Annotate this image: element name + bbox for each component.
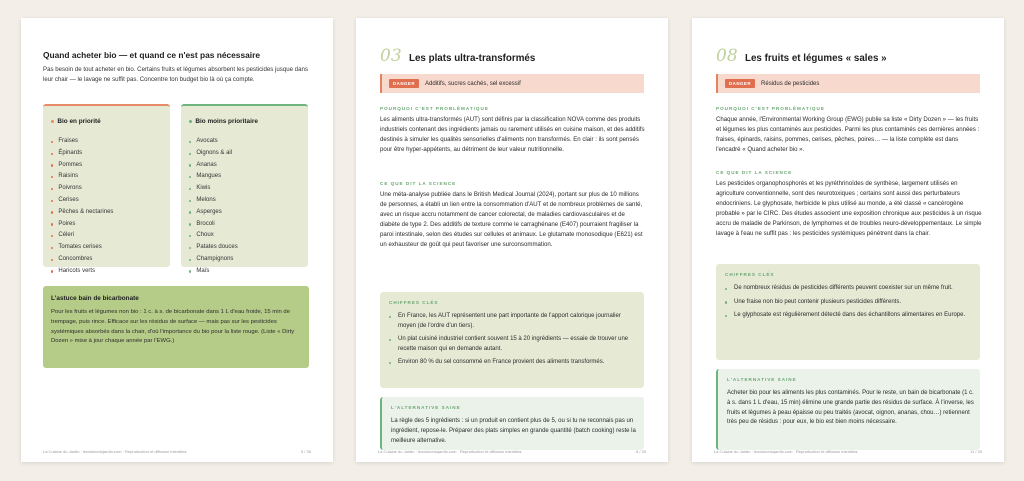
list-item-text: Pommes (58, 161, 83, 168)
list-item-text: Asperges (196, 208, 222, 215)
list-item-text: Fraises (58, 138, 79, 144)
why-label: POURQUOI C'EST PROBLÉMATIQUE (716, 106, 825, 111)
list-item-text: Le glyphosate est régulièrement détecté dans des échantillons alimentaires en Europe. (734, 312, 966, 319)
bullet-icon (51, 270, 53, 272)
alternative-text: La règle des 5 ingrédients : si un produit en contient plus de 5, ou si tu ne reconnais pas un ingrédient, repose-le. Préparer des plats simples en grande quantité (batch cooking) reste la meilleure alternative. (391, 418, 636, 444)
why-text: Chaque année, l'Environmental Working Group (EWG) publie sa liste « Dirty Dozen » — les fruits et légumes les plus contaminés aux pesticides. Parmi les plus contaminés ces dernières années : fraises, épinards, raisins, pommes, cerises, pêches, poires… — la liste complète est dans l'encadré « Quand acheter bio ». (716, 116, 980, 153)
danger-badge: DANGER (725, 79, 755, 88)
list-item (51, 242, 113, 254)
list-item-text: Épinards (58, 149, 83, 156)
bullet-icon (51, 200, 53, 202)
list-item (189, 266, 238, 278)
healthy-alternative-box (380, 397, 644, 450)
less-priority-bio-heading-text: Bio moins prioritaire (195, 118, 258, 125)
list-item-text: En France, les AUT représentent une part importante de l'apport calorique journalier moyen (de l'ordre d'un tiers). (398, 313, 621, 329)
list-item (389, 335, 635, 354)
list-item (189, 230, 238, 242)
priority-bio-heading-text: Bio en priorité (57, 118, 101, 125)
list-item-text: Melons (196, 196, 216, 203)
list-item (189, 148, 238, 160)
list-item (189, 195, 238, 207)
list-item-text: Champignons (196, 255, 234, 262)
bullet-icon (725, 288, 727, 290)
list-item (51, 266, 113, 278)
bullet-icon (51, 211, 53, 213)
list-item-text: Avocats (196, 138, 218, 144)
list-item-text: Pêches & nectarines (58, 208, 114, 215)
science-label: CE QUE DIT LA SCIENCE (380, 181, 457, 186)
list-item (51, 136, 113, 148)
list-item (389, 358, 635, 368)
bullet-icon (51, 164, 53, 166)
bullet-icon (51, 235, 53, 237)
footer-credit: La Cuisine du Jardin · lecuisinedujardin.com · Reproduction et diffusion interdites (43, 449, 187, 454)
list-item (189, 183, 238, 195)
bullet-icon (189, 270, 191, 272)
list-item-text: Mangues (196, 173, 222, 180)
bullet-icon (189, 176, 191, 178)
healthy-alternative-box (716, 369, 980, 450)
bullet-icon (725, 315, 727, 317)
list-item (51, 207, 113, 219)
green-dot-icon (189, 120, 192, 123)
list-item (189, 171, 238, 183)
bullet-icon (189, 259, 191, 261)
red-dot-icon (51, 120, 54, 123)
why-label: POURQUOI C'EST PROBLÉMATIQUE (380, 106, 489, 111)
bullet-icon (51, 188, 53, 190)
bullet-icon (189, 200, 191, 202)
bullet-icon (51, 141, 53, 143)
bicarbonate-tip-box (43, 286, 309, 368)
science-label: CE QUE DIT LA SCIENCE (716, 170, 793, 175)
list-item-text: Un plat cuisiné industriel contient souvent 15 à 20 ingrédients — essaie de trouver une recette maison qui en demande autant. (398, 336, 629, 352)
list-item (389, 312, 635, 331)
tip-title: L'astuce bain de bicarbonate (51, 295, 139, 302)
priority-bio-list (51, 136, 113, 278)
less-priority-bio-panel (181, 104, 308, 274)
why-text: Les aliments ultra-transformés (AUT) sont définis par la classification NOVA comme des produits industriels contenant des ingrédients jamais ou rarement utilisés en cuisine maison, et des additifs destinés à simuler les qualités sensorielles d'aliments non transformés. En clair : ils sont pensés pour être hyper-appétents, au détriment de leur valeur nutritionnelle. (380, 116, 645, 153)
priority-bio-heading (51, 118, 101, 125)
danger-bar (716, 74, 980, 93)
key-figures-box (716, 264, 980, 360)
section-number: 03 (380, 46, 402, 66)
bullet-icon (389, 316, 391, 318)
less-priority-bio-list (189, 136, 238, 278)
bullet-icon (51, 247, 53, 249)
science-text: Une méta-analyse publiée dans le British Medical Journal (2024), portant sur plus de 10 millions de personnes, a établi un lien entre la consommation d'AUT et de nombreux problèmes de santé, avec un risque accru notamment de cancer colorectal, de maladies cardiovasculaires et de diabète de type 2. Des additifs de texture comme le carraghénane (E407) pourraient fragiliser la paroi intestinale, selon des études sur cellules et animaux. Le glutamate monosodique (E621) est un exhausteur de goût qui peut favoriser une surconsommation. (380, 191, 643, 248)
alternative-label: L'ALTERNATIVE SAINE (391, 405, 461, 410)
footer-credit: La Cuisine du Jardin · lecuisinedujardin.com · Reproduction et diffusion interdites (714, 449, 858, 454)
list-item-text: Choux (196, 232, 214, 239)
bullet-icon (389, 339, 391, 341)
list-item-text: Poivrons (58, 185, 82, 192)
footer-credit: La Cuisine du Jardin · lecuisinedujardin.com · Reproduction et diffusion interdites (378, 449, 522, 454)
list-item (51, 254, 113, 266)
bullet-icon (189, 235, 191, 237)
list-item-text: De nombreux résidus de pesticides différents peuvent coexister sur un même fruit. (734, 285, 953, 291)
bullet-icon (189, 164, 191, 166)
bullet-icon (725, 301, 727, 303)
tip-text: Pour les fruits et légumes non bio : 1 c. à s. de bicarbonate dans 1 L d'eau froide, 15 min de trempage, puis rince. Efficace sur les résidus de surface — mais pas sur les pesticides systémiques absorbés dans la chair, d'où l'importance du bio pour la liste rouge. (Liste « Dirty Dozen » mise à jour chaque année par l'EWG.) (51, 309, 295, 345)
page-number: 6 / 35 (635, 449, 646, 454)
list-item (51, 230, 113, 242)
key-figures-list (725, 284, 971, 325)
priority-bio-panel (43, 104, 170, 274)
science-text: Les pesticides organophosphorés et les pyréthrinoïdes de synthèse, largement utilisés en agriculture conventionnelle, sont des neurotoxiques ; certains sont aussi des perturbateurs endocriniens. Le glyphosate, herbicide le plus utilisé au monde, a été classé « cancérogène probable » par le CIRC. Des études associent une exposition chronique aux pesticides à un risque accru de maladie de Parkinson, de lymphomes et de troubles neuro-développementaux. Le simple lavage à l'eau ne suffit pas : les pesticides systémiques pénètrent dans la chair. (716, 180, 982, 237)
list-item-text: Raisins (58, 173, 79, 180)
page-number: 5 / 35 (300, 449, 311, 454)
danger-text: Résidus de pesticides (761, 80, 820, 87)
list-item (189, 254, 238, 266)
list-item (51, 219, 113, 231)
page-footer (43, 449, 311, 454)
page-footer (714, 449, 982, 454)
list-item-text: Environ 80 % du sel consommé en France provient des aliments transformés. (398, 359, 605, 366)
danger-badge: DANGER (389, 79, 419, 88)
list-item-text: Céleri (58, 232, 75, 239)
key-figures-label: CHIFFRES CLÉS (389, 300, 439, 305)
list-item-text: Cerises (58, 196, 79, 203)
list-item-text: Concombres (58, 255, 93, 262)
list-item (725, 298, 971, 308)
list-item (189, 160, 238, 172)
list-item (189, 219, 238, 231)
less-priority-bio-heading (189, 118, 258, 125)
page-dirty-produce (692, 18, 1004, 462)
alternative-label: L'ALTERNATIVE SAINE (727, 377, 797, 382)
bullet-icon (51, 176, 53, 178)
list-item (51, 183, 113, 195)
bullet-icon (189, 141, 191, 143)
list-item (51, 171, 113, 183)
list-item (51, 148, 113, 160)
bullet-icon (189, 153, 191, 155)
alternative-text: Acheter bio pour les aliments les plus contaminés. Pour le reste, un bain de bicarbonate (1 c. à s. dans 1 L d'eau, 15 min) élimine une grande partie des résidus de surface. À l'inverse, les fruits et légumes à peau épaisse ou peu traités (avocat, oignon, ananas, chou…) retiennent très peu de résidus : pour eux, le bio est bien moins nécessaire. (727, 390, 974, 426)
list-item (725, 284, 971, 294)
bullet-icon (189, 211, 191, 213)
key-figures-label: CHIFFRES CLÉS (725, 272, 775, 277)
bullet-icon (189, 223, 191, 225)
list-item (189, 207, 238, 219)
danger-text: Additifs, sucres cachés, sel excessif (425, 80, 521, 87)
bullet-icon (189, 247, 191, 249)
list-item-text: Brocoli (196, 220, 215, 227)
list-item-text: Maïs (196, 267, 210, 274)
list-item (51, 195, 113, 207)
section-title: Les fruits et légumes « sales » (745, 53, 887, 64)
bullet-icon (51, 153, 53, 155)
page-number: 11 / 35 (970, 449, 982, 454)
page-ultra-processed (356, 18, 668, 462)
list-item (725, 311, 971, 321)
list-item-text: Ananas (196, 161, 217, 168)
key-figures-box (380, 292, 644, 388)
bullet-icon (51, 259, 53, 261)
list-item-text: Oignons & ail (196, 149, 233, 156)
page-bio-guide (21, 18, 333, 462)
danger-bar (380, 74, 644, 93)
key-figures-list (389, 312, 635, 372)
bullet-icon (51, 223, 53, 225)
list-item-text: Haricots verts (58, 267, 96, 274)
list-item-text: Patates douces (196, 244, 238, 251)
section-number: 08 (716, 46, 738, 66)
list-item-text: Une fraise non bio peut contenir plusieurs pesticides différents. (734, 298, 901, 305)
list-item (189, 136, 238, 148)
list-item-text: Tomates cerises (58, 244, 102, 251)
intro-text: Pas besoin de tout acheter en bio. Certains fruits et légumes absorbent les pesticides jusque dans leur chair — le lavage ne suffit pas. Concentre ton budget bio là où ça compte. (43, 66, 308, 83)
page-title: Quand acheter bio — et quand ce n'est pas nécessaire (43, 50, 261, 60)
bullet-icon (189, 188, 191, 190)
section-title: Les plats ultra-transformés (409, 53, 536, 64)
list-item-text: Kiwis (196, 185, 211, 192)
list-item-text: Poires (58, 220, 76, 227)
list-item (51, 160, 113, 172)
bullet-icon (389, 362, 391, 364)
page-footer (378, 449, 646, 454)
list-item (189, 242, 238, 254)
